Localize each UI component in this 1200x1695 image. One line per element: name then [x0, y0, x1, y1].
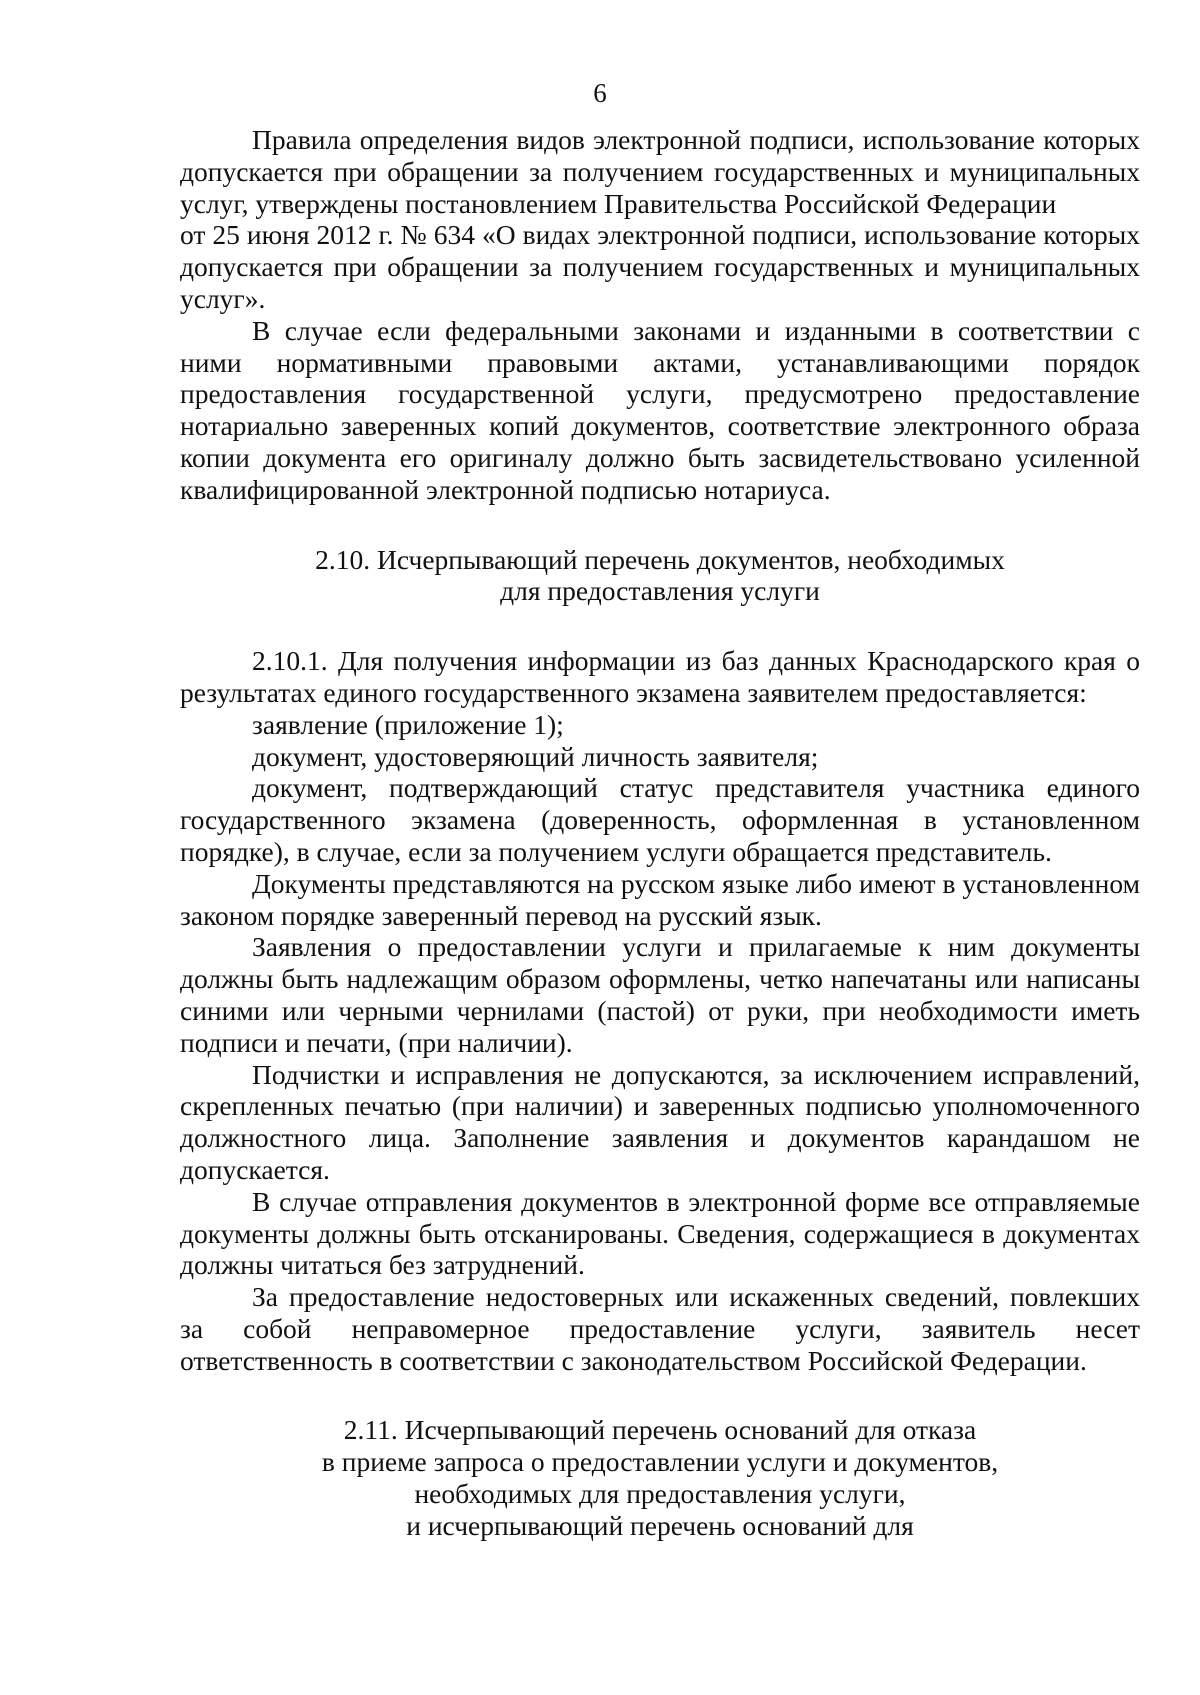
spacer — [180, 1376, 1140, 1414]
heading-line: и исчерпывающий перечень оснований для — [406, 1509, 914, 1541]
paragraph: заявление (приложение 1); — [252, 708, 564, 740]
paragraph: 2.10.1. Для получения информации из баз данных Краснодарского края о результатах единого государственного экзамена заявителем предоставляется: — [180, 645, 1140, 708]
heading-line: 2.10. Исчерпывающий перечень документов, необходимых — [315, 543, 1005, 575]
paragraph: документ, подтверждающий статус представителя участника единого государственного экзамена (доверенность, оформленная в установленном порядке), в случае, если за получением услуги обращается представитель. — [180, 772, 1140, 867]
paragraph: Подчистки и исправления не допускаются, за исключением исправлений, скрепленных печатью (при наличии) и заверенных подписью уполномоченного должностного лица. Заполнение заявления и документов карандашом не допускается. — [180, 1058, 1140, 1185]
paragraph: Документы представляются на русском языке либо имеют в установленном законом порядке заверенный перевод на русский язык. — [180, 867, 1140, 931]
section-heading — [180, 1414, 1140, 1541]
spacer — [180, 506, 1140, 544]
heading-line: в приеме запроса о предоставлении услуги и документов, — [321, 1446, 999, 1478]
page-number: 6 — [593, 78, 607, 108]
document-body — [180, 124, 1140, 1542]
paragraph: В случае если федеральными законами и изданными в соответствии с ними нормативными правовыми актами, устанавливающими порядок предоставления государственной услуги, предусмотрено предоставление нотариально заверенных копий документов, соответствие электронного образа копии документа его оригиналу должно быть засвидетельствовано усиленной квалифицированной электронной подписью нотариуса. — [180, 314, 1140, 505]
heading-line: необходимых для предоставления услуги, — [414, 1478, 906, 1510]
paragraph: В случае отправления документов в электронной форме все отправляемые документы должны быть отсканированы. Сведения, содержащиеся в документах должны читаться без затруднений. — [180, 1185, 1140, 1281]
paragraph: За предоставление недостоверных или искаженных сведений, повлекших за собой неправомерное предоставление услуги, заявитель несет ответственность в соответствии с законодательством Российской Федерации. — [180, 1281, 1140, 1376]
paragraph: Правила определения видов электронной подписи, использование которых допускается при обращении за получением государственных и муниципальных услуг, утверждены постановлением Правительства Российской Федерации — [180, 124, 1140, 219]
heading-line: для предоставления услуги — [500, 575, 820, 607]
paragraph: Заявления о предоставлении услуги и прилагаемые к ним документы должны быть надлежащим образом оформлены, четко напечатаны или написаны синими или черными чернилами (пастой) от руки, при необходимости иметь подписи и печати, (при наличии). — [180, 931, 1140, 1058]
section-heading — [180, 544, 1140, 608]
spacer — [180, 607, 1140, 645]
heading-line: 2.11. Исчерпывающий перечень оснований для отказа — [343, 1414, 977, 1446]
paragraph: от 25 июня 2012 г. № 634 «О видах электронной подписи, использование которых допускается при обращении за получением государственных и муниципальных услуг». — [180, 219, 1140, 314]
paragraph: документ, удостоверяющий личность заявителя; — [252, 740, 819, 772]
